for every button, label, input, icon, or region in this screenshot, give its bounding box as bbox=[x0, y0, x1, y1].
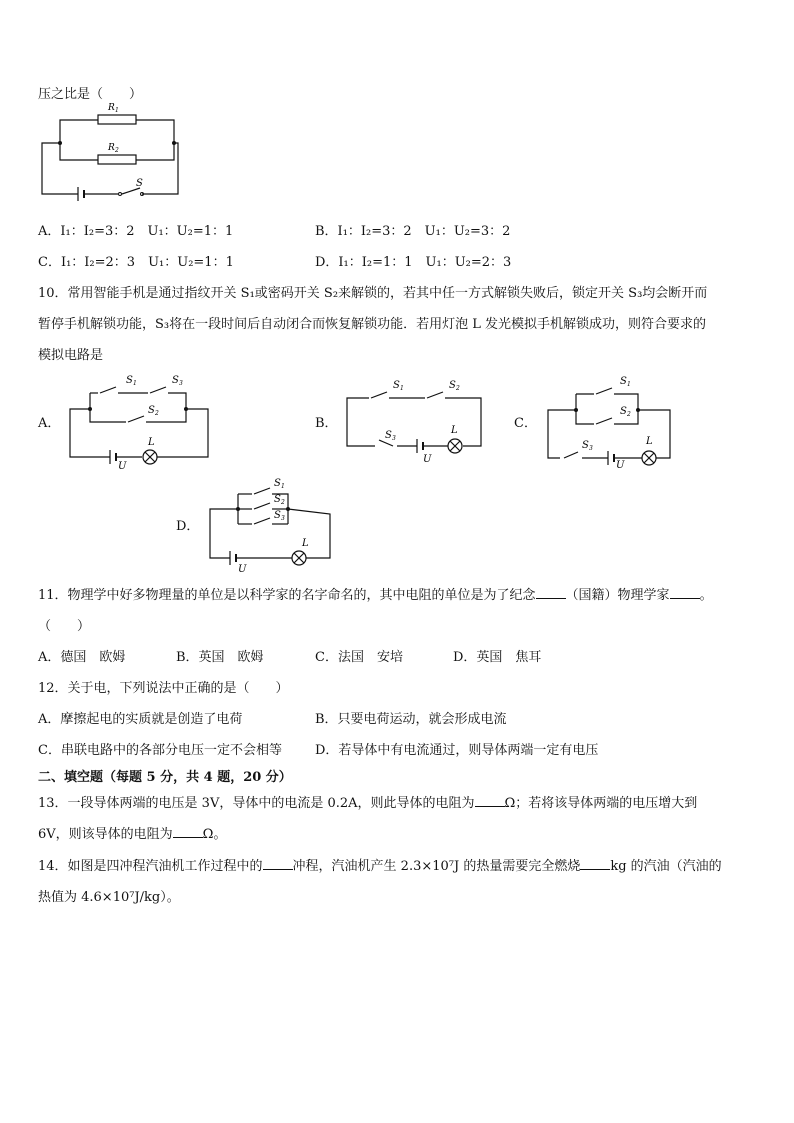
svg-text:U: U bbox=[238, 564, 247, 575]
svg-text:L: L bbox=[646, 436, 653, 447]
q10-option-a-label: A． bbox=[38, 416, 61, 431]
q11-option-c: C．法国 安培 bbox=[315, 650, 403, 665]
svg-text:1: 1 bbox=[115, 107, 119, 114]
svg-text:S: S bbox=[274, 494, 281, 505]
svg-text:1: 1 bbox=[281, 483, 285, 490]
svg-text:S: S bbox=[393, 380, 400, 391]
q9-switch-label: S bbox=[136, 178, 143, 189]
svg-text:U: U bbox=[423, 454, 432, 465]
q11-option-b: B．英国 欧姆 bbox=[176, 650, 264, 665]
q10-line1: 10．常用智能手机是通过指纹开关 S₁或密码开关 S₂来解锁的，若其中任一方式解锁失败后，锁定开关 S₃均会断开而 bbox=[38, 286, 708, 301]
svg-text:2: 2 bbox=[155, 410, 159, 417]
svg-text:L: L bbox=[148, 437, 155, 448]
svg-text:S: S bbox=[449, 380, 456, 391]
svg-text:1: 1 bbox=[133, 380, 137, 387]
q10-line3: 模拟电路是 bbox=[38, 348, 104, 363]
svg-text:S: S bbox=[620, 376, 627, 387]
q12-option-d: D．若导体中有电流通过，则导体两端一定有电压 bbox=[315, 743, 599, 758]
q14-blank-1[interactable] bbox=[263, 857, 293, 870]
svg-text:L: L bbox=[451, 425, 458, 436]
svg-text:2: 2 bbox=[456, 385, 460, 392]
q13-line1: 13．一段导体两端的电压是 3V，导体中的电流是 0.2A，则此导体的电阻为 Ω；若将该导体两端的电压增大到 bbox=[38, 796, 698, 811]
svg-text:3: 3 bbox=[179, 380, 183, 387]
q12-option-a: A．摩擦起电的实质就是创造了电荷 bbox=[38, 712, 243, 727]
svg-text:L: L bbox=[302, 538, 309, 549]
svg-text:S: S bbox=[274, 478, 281, 489]
svg-text:2: 2 bbox=[115, 147, 119, 154]
q9-r2-label: R bbox=[108, 143, 115, 153]
q12-option-b: B．只要电荷运动，就会形成电流 bbox=[315, 712, 507, 727]
q11-paren: （ ） bbox=[38, 619, 91, 634]
q10-line2: 暂停手机解锁功能，S₃将在一段时间后自动闭合而恢复解锁功能．若用灯泡 L 发光模拟手机解锁成功，则符合要求的 bbox=[38, 317, 707, 332]
svg-text:2: 2 bbox=[281, 499, 285, 506]
svg-text:1: 1 bbox=[400, 385, 404, 392]
svg-text:S: S bbox=[274, 510, 281, 521]
q9-r1-label: R bbox=[108, 103, 115, 113]
svg-text:U: U bbox=[118, 461, 127, 472]
q13-blank-2[interactable] bbox=[173, 825, 203, 838]
q11-blank-1[interactable] bbox=[536, 586, 566, 599]
svg-text:S: S bbox=[620, 406, 627, 417]
q10-option-d-circuit bbox=[208, 476, 338, 575]
svg-text:3: 3 bbox=[281, 515, 285, 522]
q9-option-b: B．I₁：I₂=3：2 U₁：U₂=3：2 bbox=[315, 224, 511, 239]
q10-option-b-label: B． bbox=[315, 416, 338, 431]
q11-option-d: D．英国 焦耳 bbox=[453, 650, 542, 665]
q14-line1: 14．如图是四冲程汽油机工作过程中的 冲程，汽油机产生 2.3×10⁷J 的热量需要完全燃烧 kg 的汽油（汽油的 bbox=[38, 859, 722, 874]
svg-text:S: S bbox=[148, 405, 155, 416]
q14-blank-2[interactable] bbox=[580, 857, 610, 870]
q9-option-c: C．I₁：I₂=2：3 U₁：U₂=1：1 bbox=[38, 255, 234, 270]
svg-text:2: 2 bbox=[627, 411, 631, 418]
q11-blank-2[interactable] bbox=[670, 586, 700, 599]
q10-option-a-circuit bbox=[68, 375, 213, 472]
svg-text:S: S bbox=[385, 430, 392, 441]
q9-option-d: D．I₁：I₂=1：1 U₁：U₂=2：3 bbox=[315, 255, 512, 270]
q9-stem-tail: 压之比是（ ） bbox=[38, 87, 143, 102]
q12-option-c: C．串联电路中的各部分电压一定不会相等 bbox=[38, 743, 282, 758]
section-2-heading: 二、填空题（每题 5 分，共 4 题，20 分） bbox=[38, 770, 292, 785]
q11-stem: 11．物理学中好多物理量的单位是以科学家的名字命名的，其中电阻的单位是为了纪念 （国籍）物理学家 。 bbox=[38, 588, 713, 603]
q10-option-b-circuit bbox=[345, 380, 485, 465]
q9-circuit-diagram bbox=[38, 103, 188, 203]
q12-stem: 12．关于电，下列说法中正确的是（ ） bbox=[38, 681, 289, 696]
q13-blank-1[interactable] bbox=[475, 794, 505, 807]
q10-option-c-circuit bbox=[546, 374, 676, 471]
svg-text:3: 3 bbox=[392, 435, 396, 442]
q11-option-a: A．德国 欧姆 bbox=[38, 650, 126, 665]
svg-text:S: S bbox=[126, 375, 133, 386]
q10-option-d-label: D． bbox=[176, 519, 200, 534]
q9-option-a: A．I₁：I₂=3：2 U₁：U₂=1：1 bbox=[38, 224, 234, 239]
svg-text:S: S bbox=[172, 375, 179, 386]
svg-text:3: 3 bbox=[589, 445, 593, 452]
q13-line2: 6V，则该导体的电阻为 Ω。 bbox=[38, 827, 227, 842]
svg-text:U: U bbox=[616, 460, 625, 471]
q14-line2: 热值为 4.6×10⁷J/kg）。 bbox=[38, 890, 180, 905]
q10-option-c-label: C． bbox=[514, 416, 537, 431]
svg-text:S: S bbox=[582, 440, 589, 451]
svg-text:1: 1 bbox=[627, 381, 631, 388]
